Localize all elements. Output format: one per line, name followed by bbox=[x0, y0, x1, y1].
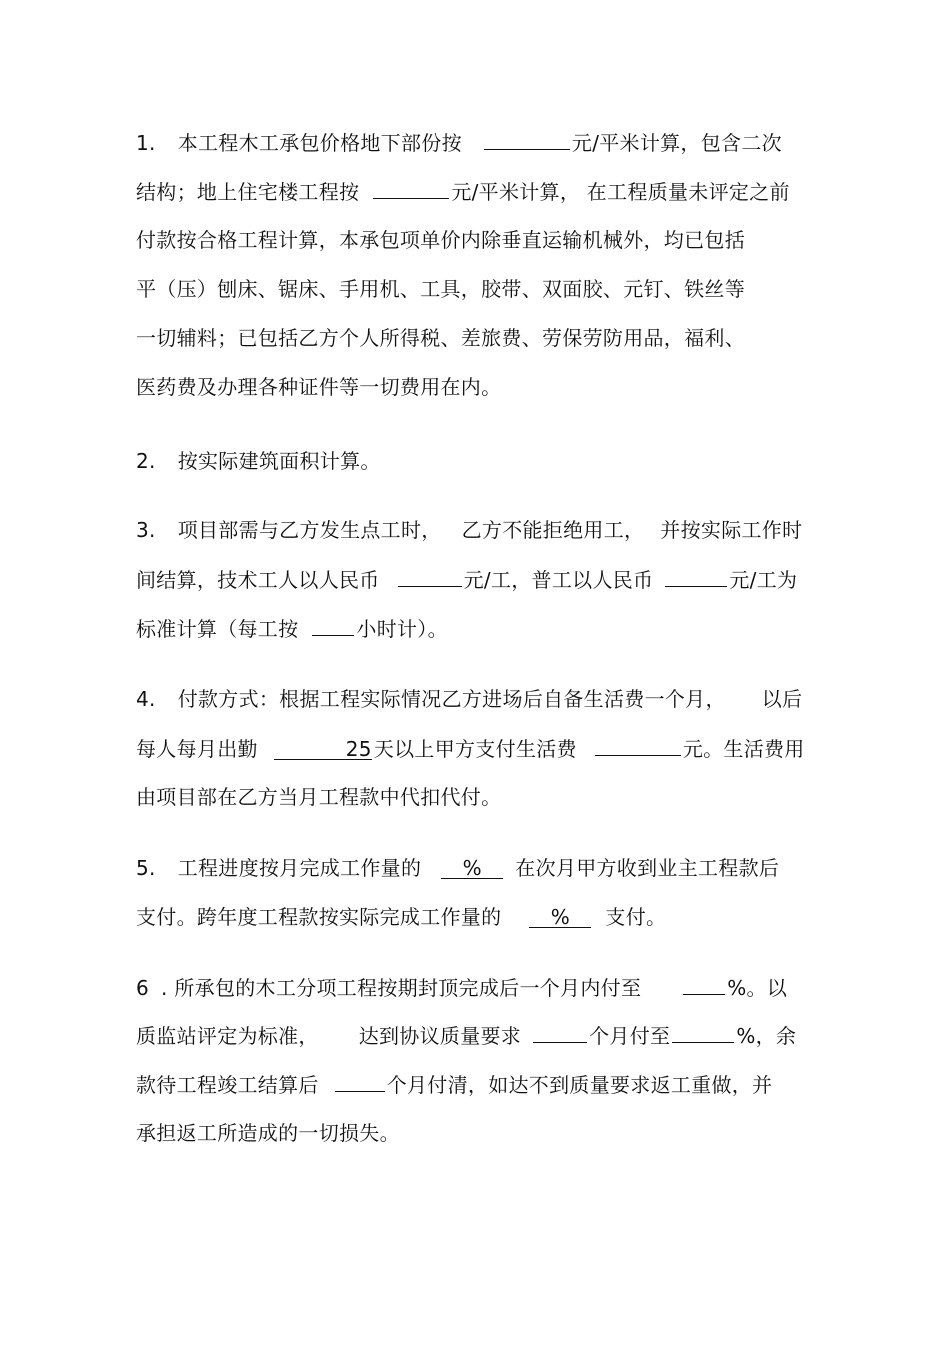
clause-text: 结构；地上住宅楼工程按 bbox=[136, 180, 360, 204]
clause-text: 以后 bbox=[761, 687, 803, 711]
clause-4-line-2 bbox=[136, 733, 805, 763]
clause-text: 元。生活费用 bbox=[682, 737, 805, 761]
blank-field bbox=[683, 972, 725, 995]
clause-text: 元/平米计算， 在工程质量未评定之前 bbox=[451, 180, 790, 204]
clause-text: 元/工，普工以人民币 bbox=[463, 568, 654, 592]
blank-field bbox=[595, 733, 681, 756]
clause-text: 并按实际工作时 bbox=[660, 518, 803, 542]
clause-text: 支付。跨年度工程款按实际完成工作量的 bbox=[136, 905, 502, 929]
clause-4-line-3: 由项目部在乙方当月工程款中代扣代付。 bbox=[136, 785, 502, 809]
clause-6-line-1 bbox=[136, 972, 787, 1002]
blank-field bbox=[335, 1069, 385, 1092]
clause-number: 5. bbox=[136, 856, 156, 880]
clause-text: 每人每月出勤 bbox=[136, 737, 258, 761]
clause-text: 标准计算（每工按 bbox=[136, 617, 299, 641]
clause-text: 款待工程竣工结算后 bbox=[136, 1073, 319, 1097]
clause-5-line-1 bbox=[136, 853, 779, 883]
blank-field-filled: % bbox=[529, 905, 591, 928]
blank-field bbox=[373, 176, 449, 199]
clause-text: %，余 bbox=[736, 1024, 797, 1048]
blank-field bbox=[398, 564, 462, 587]
clause-text: %。以 bbox=[727, 976, 788, 1000]
clause-text: 个月付清，如达不到质量要求返工重做，并 bbox=[386, 1073, 773, 1097]
clause-text: 元/平米计算，包含二次 bbox=[571, 131, 782, 155]
blank-field bbox=[665, 564, 727, 587]
clause-1-line-1 bbox=[136, 127, 782, 157]
clause-text: 项目部需与乙方发生点工时， bbox=[177, 518, 442, 542]
clause-number: 6 bbox=[136, 976, 150, 1000]
clause-6-line-4: 承担返工所造成的一切损失。 bbox=[136, 1121, 400, 1145]
clause-6-line-2 bbox=[136, 1020, 796, 1050]
blank-field-filled: 25 bbox=[274, 737, 372, 760]
clause-text: 质监站评定为标准， bbox=[136, 1024, 319, 1048]
clause-3-line-2 bbox=[136, 564, 797, 594]
clause-text: 达到协议质量要求 bbox=[358, 1024, 522, 1048]
clause-3-line-3 bbox=[136, 613, 448, 643]
clause-text: 元/工为 bbox=[729, 568, 798, 592]
clause-1-line-3: 付款按合格工程计算，本承包项单价内除垂直运输机械外，均已包括 bbox=[136, 228, 745, 252]
clause-3-line-1 bbox=[136, 515, 802, 545]
clause-text: . 所承包的木工分项工程按期封顶完成后一个月内付至 bbox=[161, 976, 642, 1000]
clause-text: 乙方不能拒绝用工， bbox=[461, 518, 645, 542]
clause-text: 小时计）。 bbox=[356, 617, 448, 641]
clause-text: 本工程木工承包价格地下部份按 bbox=[177, 131, 462, 155]
clause-number: 1. bbox=[136, 131, 156, 155]
clause-text: 付款方式：根据工程实际情况乙方进场后自备生活费一个月， bbox=[177, 687, 726, 711]
clause-1-line-4: 平（压）刨床、锯床、手用机、工具，胶带、双面胶、元钉、铁丝等 bbox=[136, 277, 745, 301]
clause-text: 在次月甲方收到业主工程款后 bbox=[515, 856, 780, 880]
clause-number: 3. bbox=[136, 518, 156, 542]
clause-1-line-2 bbox=[136, 176, 790, 206]
clause-text: 天以上甲方支付生活费 bbox=[373, 737, 577, 761]
clause-text: 工程进度按月完成工作量的 bbox=[177, 856, 422, 880]
clause-5-line-2 bbox=[136, 902, 666, 932]
blank-field-filled: % bbox=[441, 856, 503, 879]
blank-field bbox=[672, 1020, 734, 1043]
clause-text: 间结算，技术工人以人民币 bbox=[136, 568, 380, 592]
clause-2-line-1 bbox=[136, 446, 381, 476]
blank-field bbox=[484, 127, 570, 150]
clause-6-line-3 bbox=[136, 1069, 772, 1099]
clause-1-line-6: 医药费及办理各种证件等一切费用在内。 bbox=[136, 375, 502, 399]
clause-1-line-5: 一切辅料；已包括乙方个人所得税、差旅费、劳保劳防用品，福利、 bbox=[136, 326, 745, 350]
clause-text: 按实际建筑面积计算。 bbox=[177, 449, 381, 473]
clause-text: 个月付至 bbox=[589, 1024, 671, 1048]
clause-text: 支付。 bbox=[605, 905, 667, 929]
clause-number: 2. bbox=[136, 449, 156, 473]
clause-4-line-1 bbox=[136, 684, 802, 714]
clause-number: 4. bbox=[136, 687, 156, 711]
blank-field bbox=[312, 613, 354, 636]
blank-field bbox=[533, 1020, 587, 1043]
